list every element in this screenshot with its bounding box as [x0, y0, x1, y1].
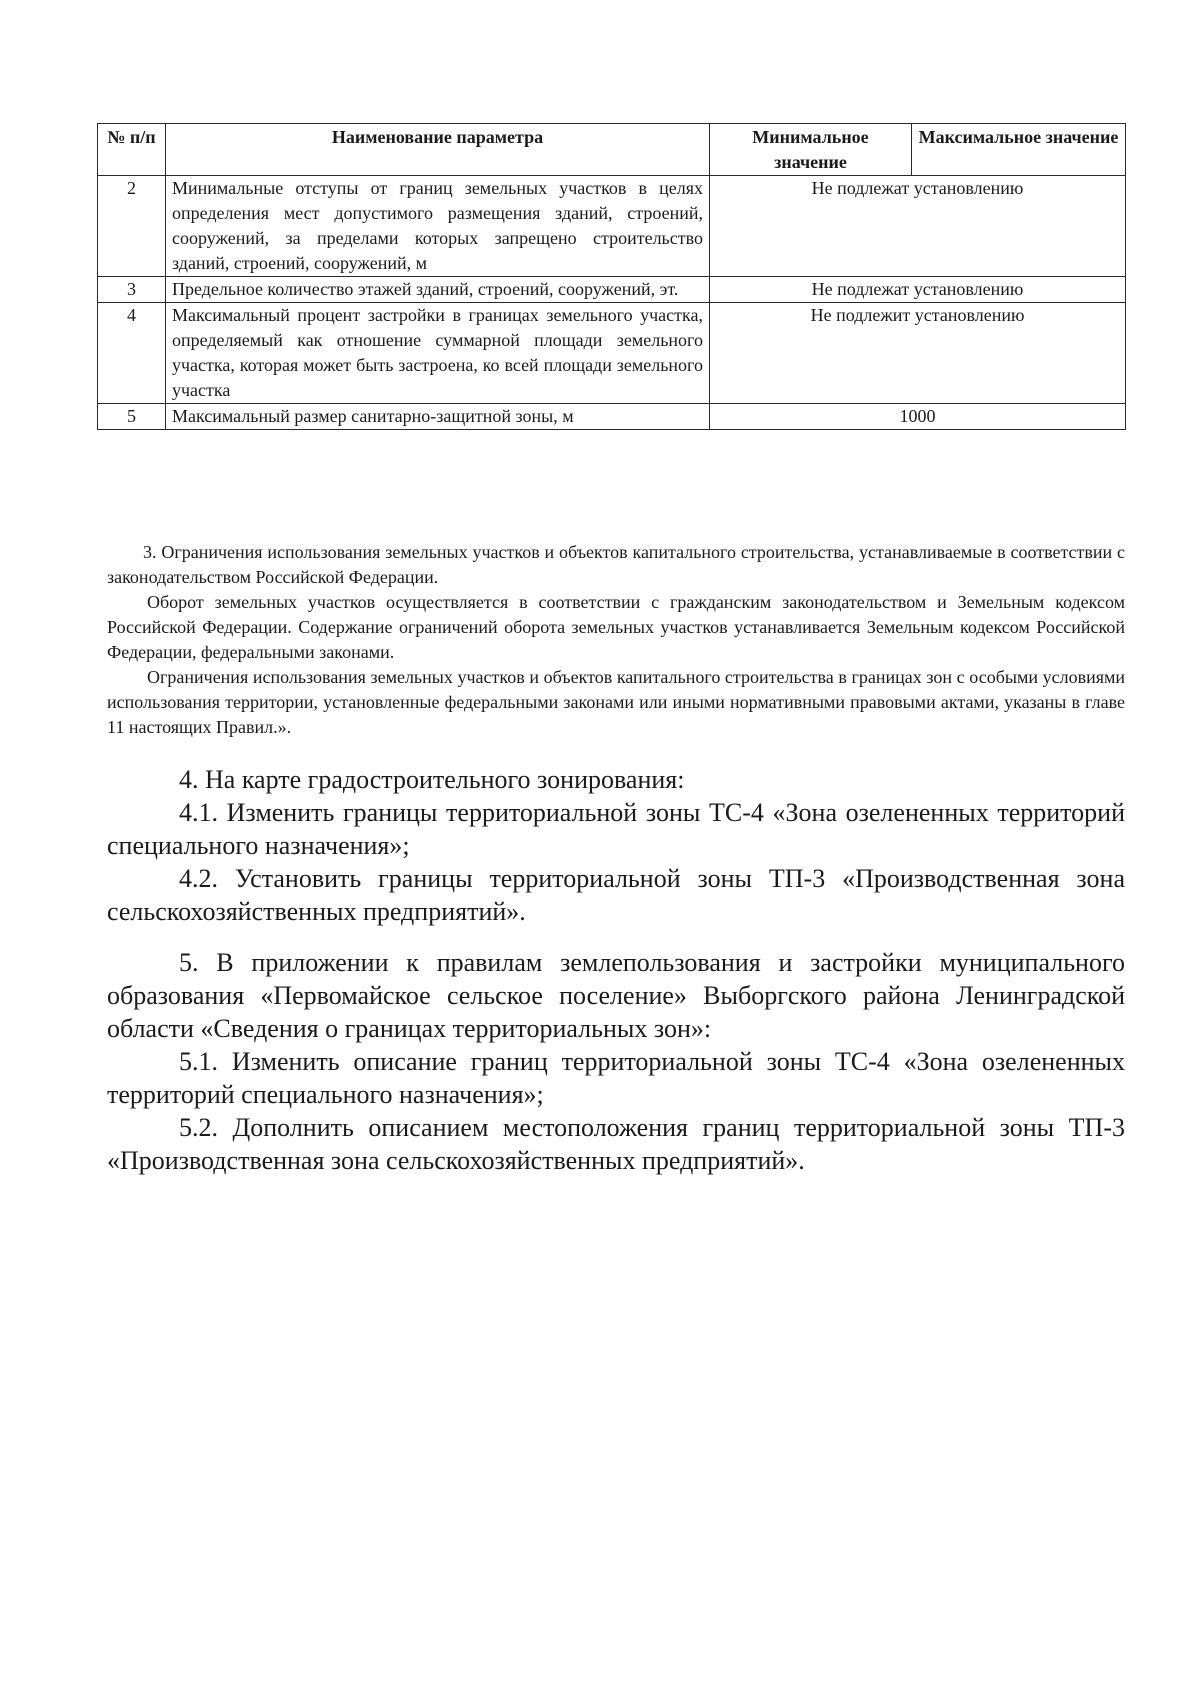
header-max-value: Максимальное значение	[912, 124, 1126, 176]
section-4-item-1: 4.1. Изменить границы территориальной зоны ТС-4 «Зона озелененных территорий специального назначения»;	[107, 798, 1125, 860]
table-row	[98, 277, 1126, 303]
row-number: 5	[98, 404, 166, 430]
row-number: 4	[98, 303, 166, 404]
row-value: Не подлежит установлению	[710, 303, 1126, 404]
table-row	[98, 404, 1126, 430]
table-row	[98, 176, 1126, 277]
section-5-heading: 5. В приложении к правилам землепользования и застройки муниципального образования «Первомайское сельское поселение» Выборгского района Ленинградской области «Сведения о границах территориальных зон»:	[107, 948, 1125, 1043]
row-value: Не подлежат установлению	[710, 277, 1126, 303]
row-parameter-name: Минимальные отступы от границ земельных участков в целях определения мест допустимого размещения зданий, строений, сооружений, за пределами которых запрещено строительство зданий, строений, сооружений, м	[166, 176, 710, 277]
restrictions-section	[107, 540, 1125, 740]
amendments-section	[107, 763, 1125, 1177]
header-parameter-name: Наименование параметра	[166, 124, 710, 176]
section-5-item-2: 5.2. Дополнить описанием местоположения границ территориальной зоны ТП-3 «Производственная зона сельскохозяйственных предприятий».	[107, 1113, 1125, 1175]
table-header-row	[98, 124, 1126, 176]
section-3-paragraph-2: Оборот земельных участков осуществляется в соответствии с гражданским законодательством и Земельным кодексом Российской Федерации. Содержание ограничений оборота земельных участков устанавливается Земельным кодексом Российской Федерации, федеральными законами.	[107, 592, 1125, 662]
row-parameter-name: Максимальный процент застройки в границах земельного участка, определяемый как отношение суммарной площади земельного участка, которая может быть застроена, ко всей площади земельного участка	[166, 303, 710, 404]
parameters-table	[97, 123, 1126, 430]
section-3-paragraph-1: 3. Ограничения использования земельных участков и объектов капитального строительства, устанавливаемые в соответствии с законодательством Российской Федерации.	[107, 542, 1125, 587]
section-5-item-1: 5.1. Изменить описание границ территориальной зоны ТС-4 «Зона озелененных территорий специального назначения»;	[107, 1047, 1125, 1109]
header-min-value: Минимальное значение	[710, 124, 912, 176]
row-parameter-name: Максимальный размер санитарно-защитной зоны, м	[166, 404, 710, 430]
section-4-heading: 4. На карте градостроительного зонирования:	[179, 765, 685, 794]
row-value: 1000	[710, 404, 1126, 430]
section-4-item-2: 4.2. Установить границы территориальной зоны ТП-3 «Производственная зона сельскохозяйственных предприятий».	[107, 864, 1125, 926]
row-number: 2	[98, 176, 166, 277]
row-number: 3	[98, 277, 166, 303]
section-3-paragraph-3: Ограничения использования земельных участков и объектов капитального строительства в границах зон с особыми условиями использования территории, установленные федеральными законами или иными нормативными правовыми актами, указаны в главе 11 настоящих Правил.».	[107, 667, 1125, 737]
row-parameter-name: Предельное количество этажей зданий, строений, сооружений, эт.	[166, 277, 710, 303]
row-value: Не подлежат установлению	[710, 176, 1126, 277]
table-row	[98, 303, 1126, 404]
header-number: № п/п	[98, 124, 166, 176]
